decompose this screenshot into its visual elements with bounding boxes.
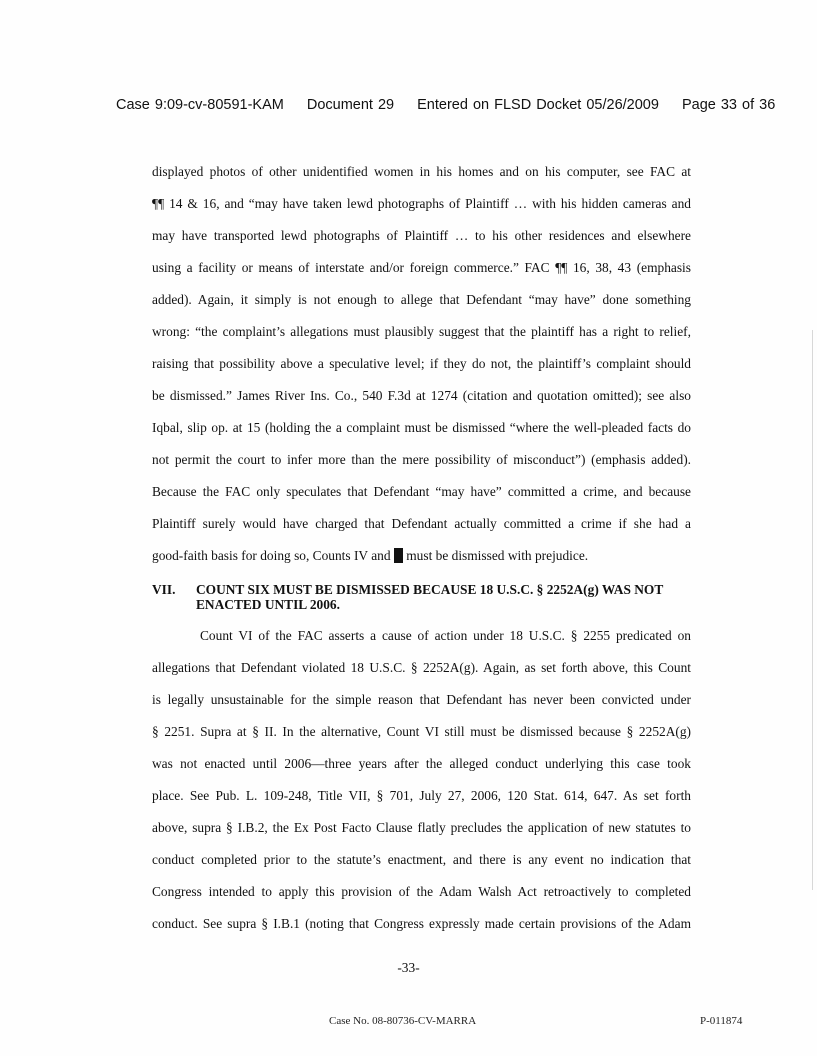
text-line: allegations that Defendant violated 18 U.S.C. § 2252A(g). Again, as set forth above, this Count — [152, 660, 691, 675]
redaction-box — [394, 548, 403, 563]
text-line: was not enacted until 2006—three years after the alleged conduct underlying this case took — [152, 756, 691, 771]
section-title: COUNT SIX MUST BE DISMISSED BECAUSE 18 U.S.C. § 2252A(g) WAS NOT ENACTED UNTIL 2006. — [196, 582, 664, 612]
text-line: displayed photos of other unidentified women in his homes and on his computer, see FAC at — [152, 164, 691, 179]
text-line: is legally unsustainable for the simple reason that Defendant has never been convicted under — [152, 692, 691, 707]
paragraph-1 — [152, 156, 691, 572]
footer-bates-number: P-011874 — [700, 1015, 743, 1027]
text-line: conduct completed prior to the statute’s enactment, and there is any event no indication that — [152, 852, 691, 867]
section-heading — [152, 582, 691, 612]
text-line: wrong: “the complaint’s allegations must plausibly suggest that the plaintiff has a right to relief, — [152, 324, 691, 339]
section-number: VII. — [152, 582, 176, 597]
text-line: Because the FAC only speculates that Defendant “may have” committed a crime, and because — [152, 484, 691, 499]
text-line-redacted — [152, 540, 691, 572]
text-fragment: good-faith basis for doing so, Counts IV and — [152, 548, 391, 563]
text-line: added). Again, it simply is not enough to allege that Defendant “may have” done something — [152, 292, 691, 307]
scan-edge-line — [812, 330, 813, 890]
text-line: § 2251. Supra at § II. In the alternative, Count VI still must be dismissed because § 2252A(g) — [152, 724, 691, 739]
page-number: -33- — [397, 960, 420, 975]
text-line: conduct. See supra § I.B.1 (noting that Congress expressly made certain provisions of the Adam — [152, 916, 691, 931]
text-fragment: must be dismissed with prejudice. — [406, 548, 589, 563]
text-line: may have transported lewd photographs of Plaintiff … to his other residences and elsewhere — [152, 228, 691, 243]
text-line: above, supra § I.B.2, the Ex Post Facto Clause flatly precludes the application of new statutes to — [152, 820, 691, 835]
text-line: not permit the court to infer more than the mere possibility of misconduct”) (emphasis added). — [152, 452, 691, 467]
text-line: Count VI of the FAC asserts a cause of action under 18 U.S.C. § 2255 predicated on — [200, 628, 691, 643]
text-line: raising that possibility above a speculative level; if they do not, the plaintiff’s complaint should — [152, 356, 691, 371]
text-line: Congress intended to apply this provision of the Adam Walsh Act retroactively to completed — [152, 884, 691, 899]
text-line: be dismissed.” James River Ins. Co., 540 F.3d at 1274 (citation and quotation omitted); see also — [152, 388, 691, 403]
text-line: ¶¶ 14 & 16, and “may have taken lewd photographs of Plaintiff … with his hidden cameras and — [152, 196, 691, 211]
page-indicator: Page 33 of 36 — [681, 97, 776, 113]
text-line: Plaintiff surely would have charged that Defendant actually committed a crime if she had a — [152, 516, 691, 531]
case-number: Case 9:09-cv-80591-KAM — [116, 97, 284, 113]
text-line: Iqbal, slip op. at 15 (holding the a complaint must be dismissed “where the well-pleaded facts do — [152, 420, 691, 435]
footer-case-number: Case No. 08-80736-CV-MARRA — [329, 1015, 477, 1027]
text-line: place. See Pub. L. 109-248, Title VII, § 701, July 27, 2006, 120 Stat. 614, 647. As set forth — [152, 788, 691, 803]
docket-entry: Entered on FLSD Docket 05/26/2009 — [417, 97, 659, 113]
docket-header — [116, 97, 775, 113]
document-number: Document 29 — [306, 97, 395, 113]
paragraph-2 — [152, 620, 691, 940]
text-line: using a facility or means of interstate and/or foreign commerce.” FAC ¶¶ 16, 38, 43 (emphasis — [152, 260, 691, 275]
